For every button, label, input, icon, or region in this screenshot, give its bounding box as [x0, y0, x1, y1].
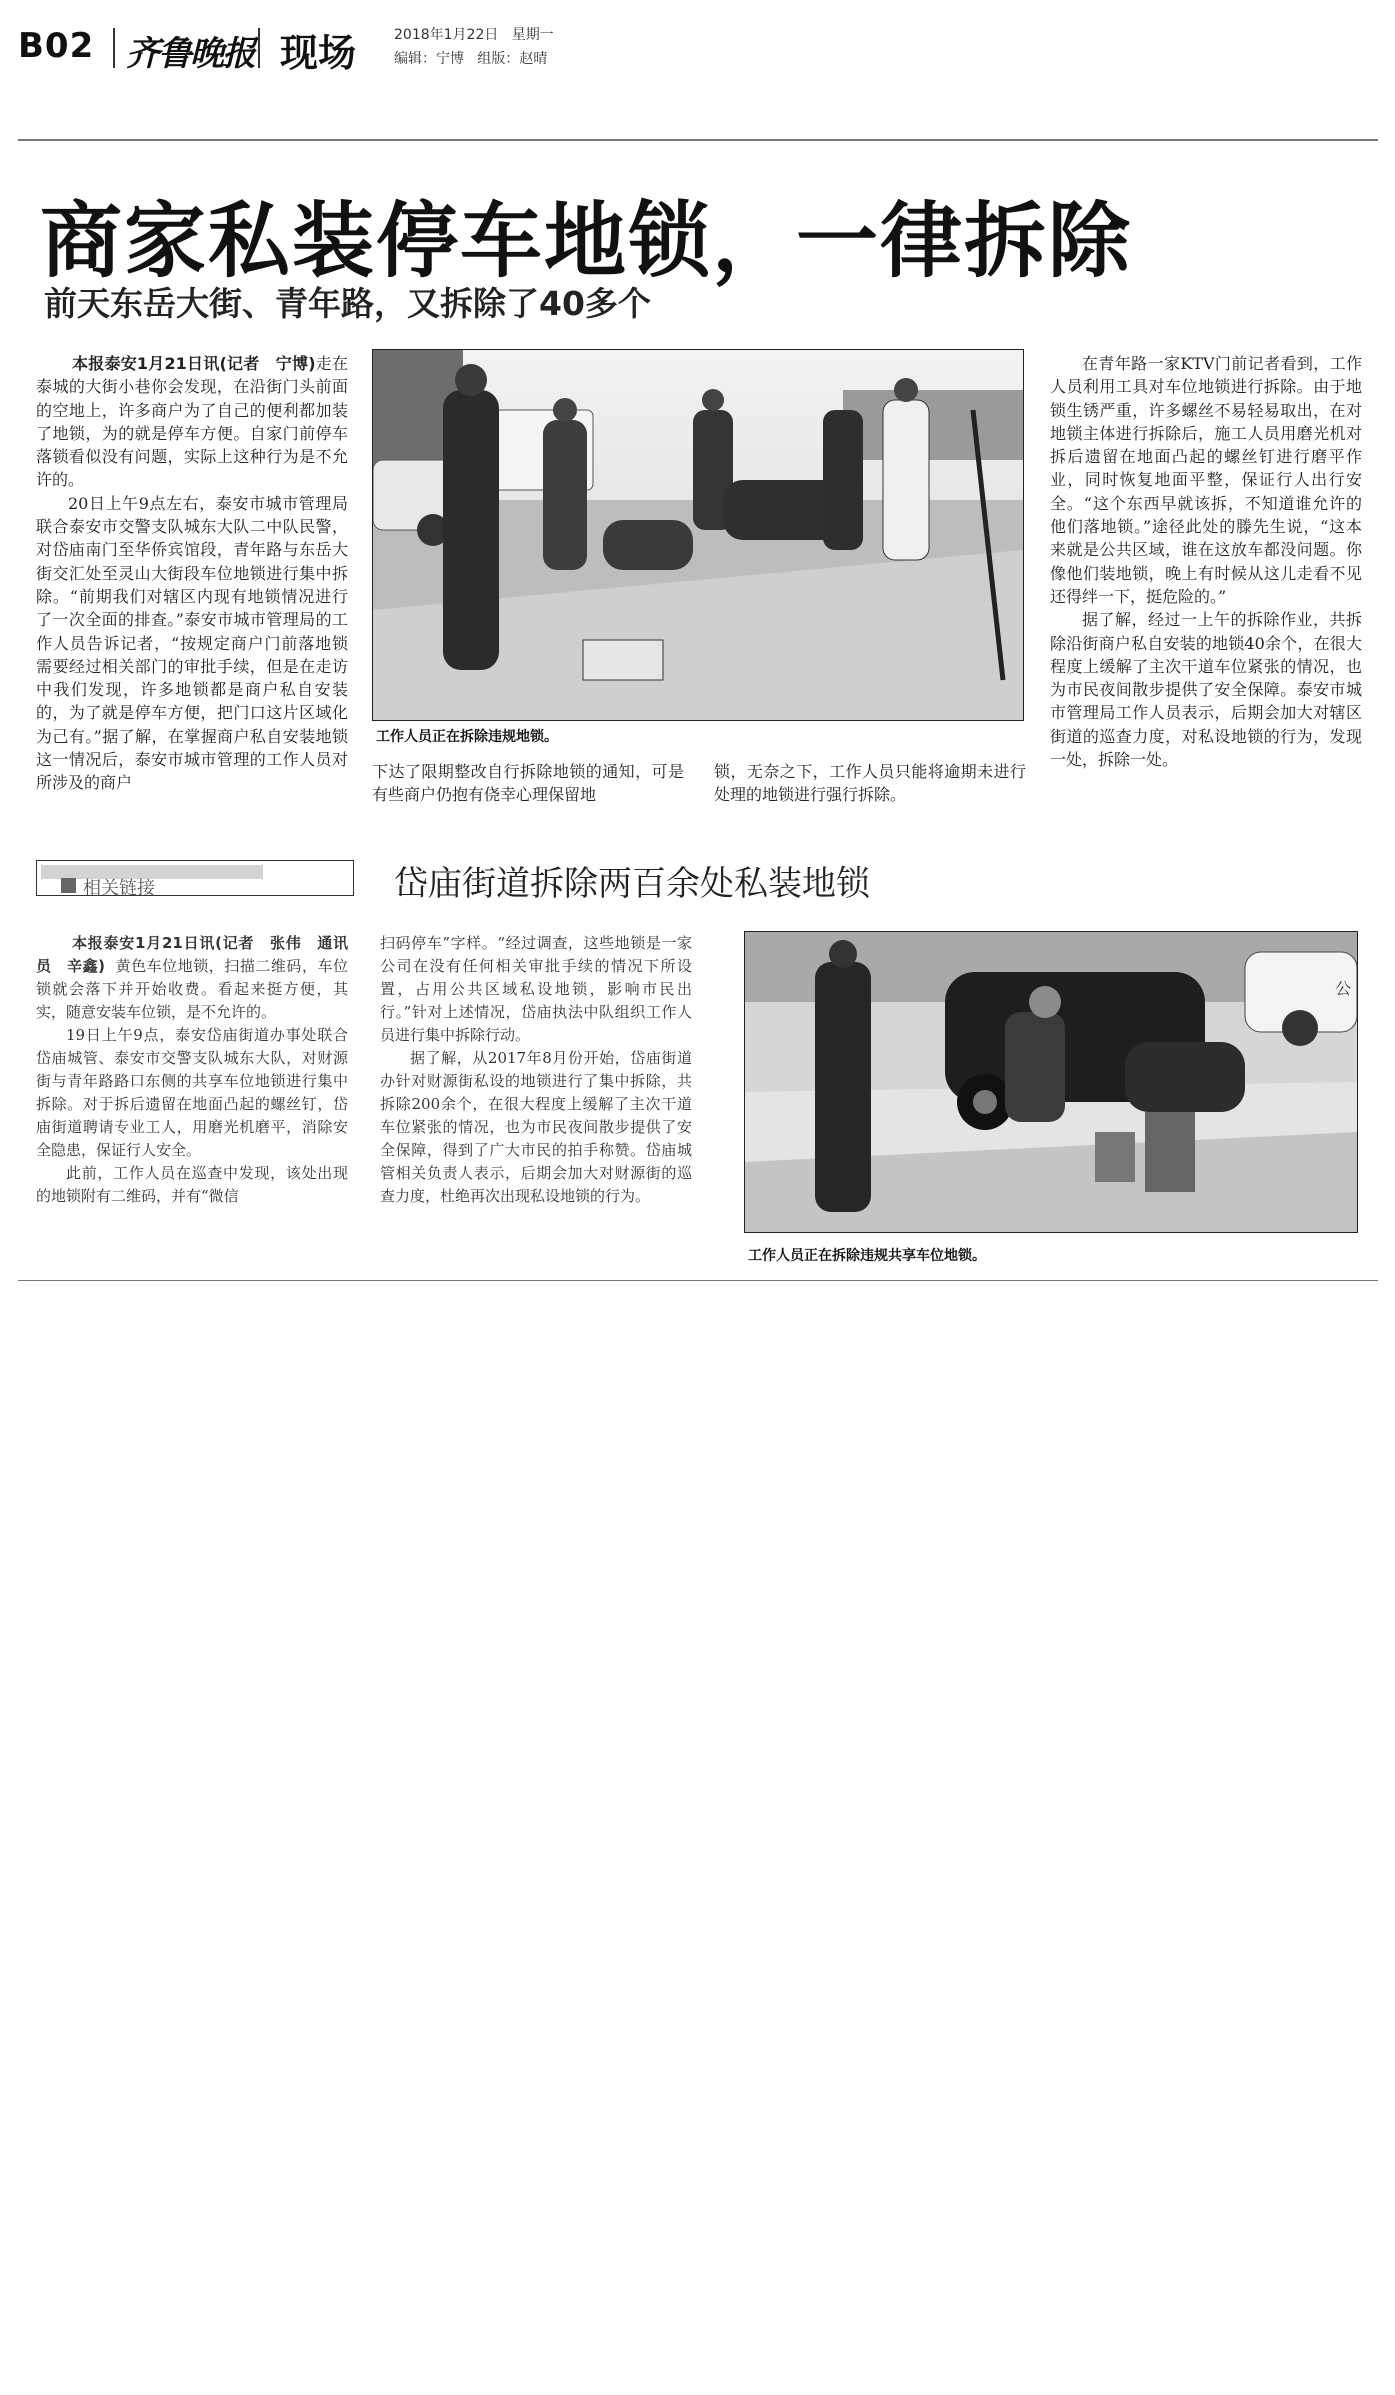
paragraph: [36, 352, 348, 492]
related-photo: [744, 931, 1358, 1233]
related-label: 相关链接: [83, 878, 155, 899]
article-column-4: [1050, 352, 1362, 771]
newspaper-logo: 齐鲁晚报: [126, 34, 254, 74]
related-headline: 岱庙街道拆除两百余处私装地锁: [394, 864, 870, 904]
page-number: B02: [18, 26, 95, 66]
paragraph: 下达了限期整改自行拆除地锁的通知，可是有些商户仍抱有侥幸心理保留地: [372, 762, 684, 805]
weekday: 星期一: [511, 27, 554, 43]
article-column-2: [372, 760, 684, 807]
paragraph: 此前，工作人员在巡查中发现，该处出现的地锁附有二维码，并有“微信: [36, 1164, 348, 1205]
paragraph: [36, 932, 348, 1024]
editor-credits: [394, 48, 547, 68]
article-column-3: [714, 760, 1026, 807]
paragraph-text: 黄色车位地锁，扫描二维码，车位锁就会落下并开始收费。看起来挺方便，其实，随意安装车位锁，是不允许的。: [36, 957, 349, 1021]
paragraph: 在青年路一家KTV门前记者看到，工作人员利用工具对车位地锁进行拆除。由于地锁生锈严重，许多螺丝不易轻易取出，在对地锁主体进行拆除后，施工人员用磨光机对拆后遗留在地面凸起的螺丝钉进行磨平作业，同时恢复地面平整，保证行人出行安全。“这个东西早就该拆，不知道谁允许的他们落地锁。”途径此处的滕先生说，“这本来就是公共区域，谁在这放车都没问题。你像他们装地锁，晚上有时候从这儿走看不见还得绊一下，挺危险的。”: [1050, 354, 1362, 606]
paragraph: 19日上午9点，泰安岱庙街道办事处联合岱庙城管、泰安市交警支队城东大队，对财源街与青年路路口东侧的共享车位地锁进行集中拆除。对于拆后遗留在地面凸起的螺丝钉，岱庙街道聘请专业工人，用磨光机磨平，消除安全隐患，保证行人安全。: [36, 1026, 348, 1159]
issue-date: [394, 24, 554, 44]
square-icon: [61, 878, 76, 893]
paragraph: 据了解，从2017年8月份开始，岱庙街道办针对财源街私设的地锁进行了集中拆除，共拆除200余个，在很大程度上缓解了主次干道车位紧张的情况，也为市民夜间散步提供了安全保障，得到了广大市民的拍手称赞。岱庙城管相关负责人表示，后期会加大对财源街的巡查力度，杜绝再次出现私设地锁的行为。: [380, 1049, 692, 1205]
bottom-rule: [18, 1280, 1378, 1281]
article-column-1: [36, 352, 348, 795]
main-headline: 商家私装停车地锁，一律拆除: [40, 194, 1133, 289]
header-rule: [18, 139, 1378, 141]
related-column-2: [380, 932, 692, 1208]
date: 2018年1月22日: [394, 27, 499, 43]
paragraph: 20日上午9点左右，泰安市城市管理局联合泰安市交警支队城东大队二中队民警，对岱庙南门至华侨宾馆段，青年路与东岳大街交汇处至灵山大街段车位地锁进行集中拆除。“前期我们对辖区内现有地锁情况进行了一次全面的排查。”泰安市城市管理局的工作人员告诉记者，“按规定商户门前落地锁需要经过相关部门的审批手续，但是在走访中我们发现，许多地锁都是商户私自安装的，为了就是停车方便，把门口这片区域化为己有。”据了解，在掌握商户私自安装地锁这一情况后，泰安市城市管理的工作人员对所涉及的商户: [36, 493, 348, 793]
related-link-box: [36, 860, 354, 899]
layout-editor: 组版：赵晴: [477, 51, 548, 67]
byline: 本报泰安1月21日讯(记者 宁博): [72, 354, 316, 373]
related-column-1: [36, 932, 348, 1208]
main-subheadline: 前天东岳大街、青年路，又拆除了40多个: [44, 284, 651, 323]
editor: 编辑：宁博: [394, 51, 464, 67]
header-divider: [113, 28, 115, 68]
paragraph: 扫码停车”字样。“经过调查，这些地锁是一家公司在没有任何相关审批手续的情况下所设置，占用公共区域私设地锁，影响市民出行。”针对上述情况，岱庙执法中队组织工作人员进行集中拆除行动。: [380, 934, 692, 1044]
related-photo-caption: 工作人员正在拆除违规共享车位地锁。: [748, 1248, 986, 1264]
article-photo: [372, 349, 1024, 721]
section-title: 现场: [280, 31, 357, 75]
photo-caption: 工作人员正在拆除违规地锁。: [376, 729, 558, 745]
byline: 本报泰安1月21日讯(记者 张伟 通讯员 辛鑫): [36, 934, 348, 975]
paragraph: 锁，无奈之下，工作人员只能将逾期未进行处理的地锁进行强行拆除。: [714, 762, 1026, 805]
paragraph-text: 走在泰城的大街小巷你会发现，在沿街门头前面的空地上，许多商户为了自己的便利都加装了地锁，为的就是停车方便。自家门前停车落锁看似没有问题，实际上这种行为是不允许的。: [36, 354, 348, 490]
header-divider: [258, 28, 260, 68]
paragraph: 据了解，经过一上午的拆除作业，共拆除沿街商户私自安装的地锁40余个，在很大程度上缓解了主次干道车位紧张的情况，也为市民夜间散步提供了安全保障。泰安市城市管理局工作人员表示，后期会加大对辖区街道的巡查力度，对私设地锁的行为，发现一处，拆除一处。: [1050, 610, 1362, 770]
car-sign-text: 公: [1335, 979, 1352, 998]
